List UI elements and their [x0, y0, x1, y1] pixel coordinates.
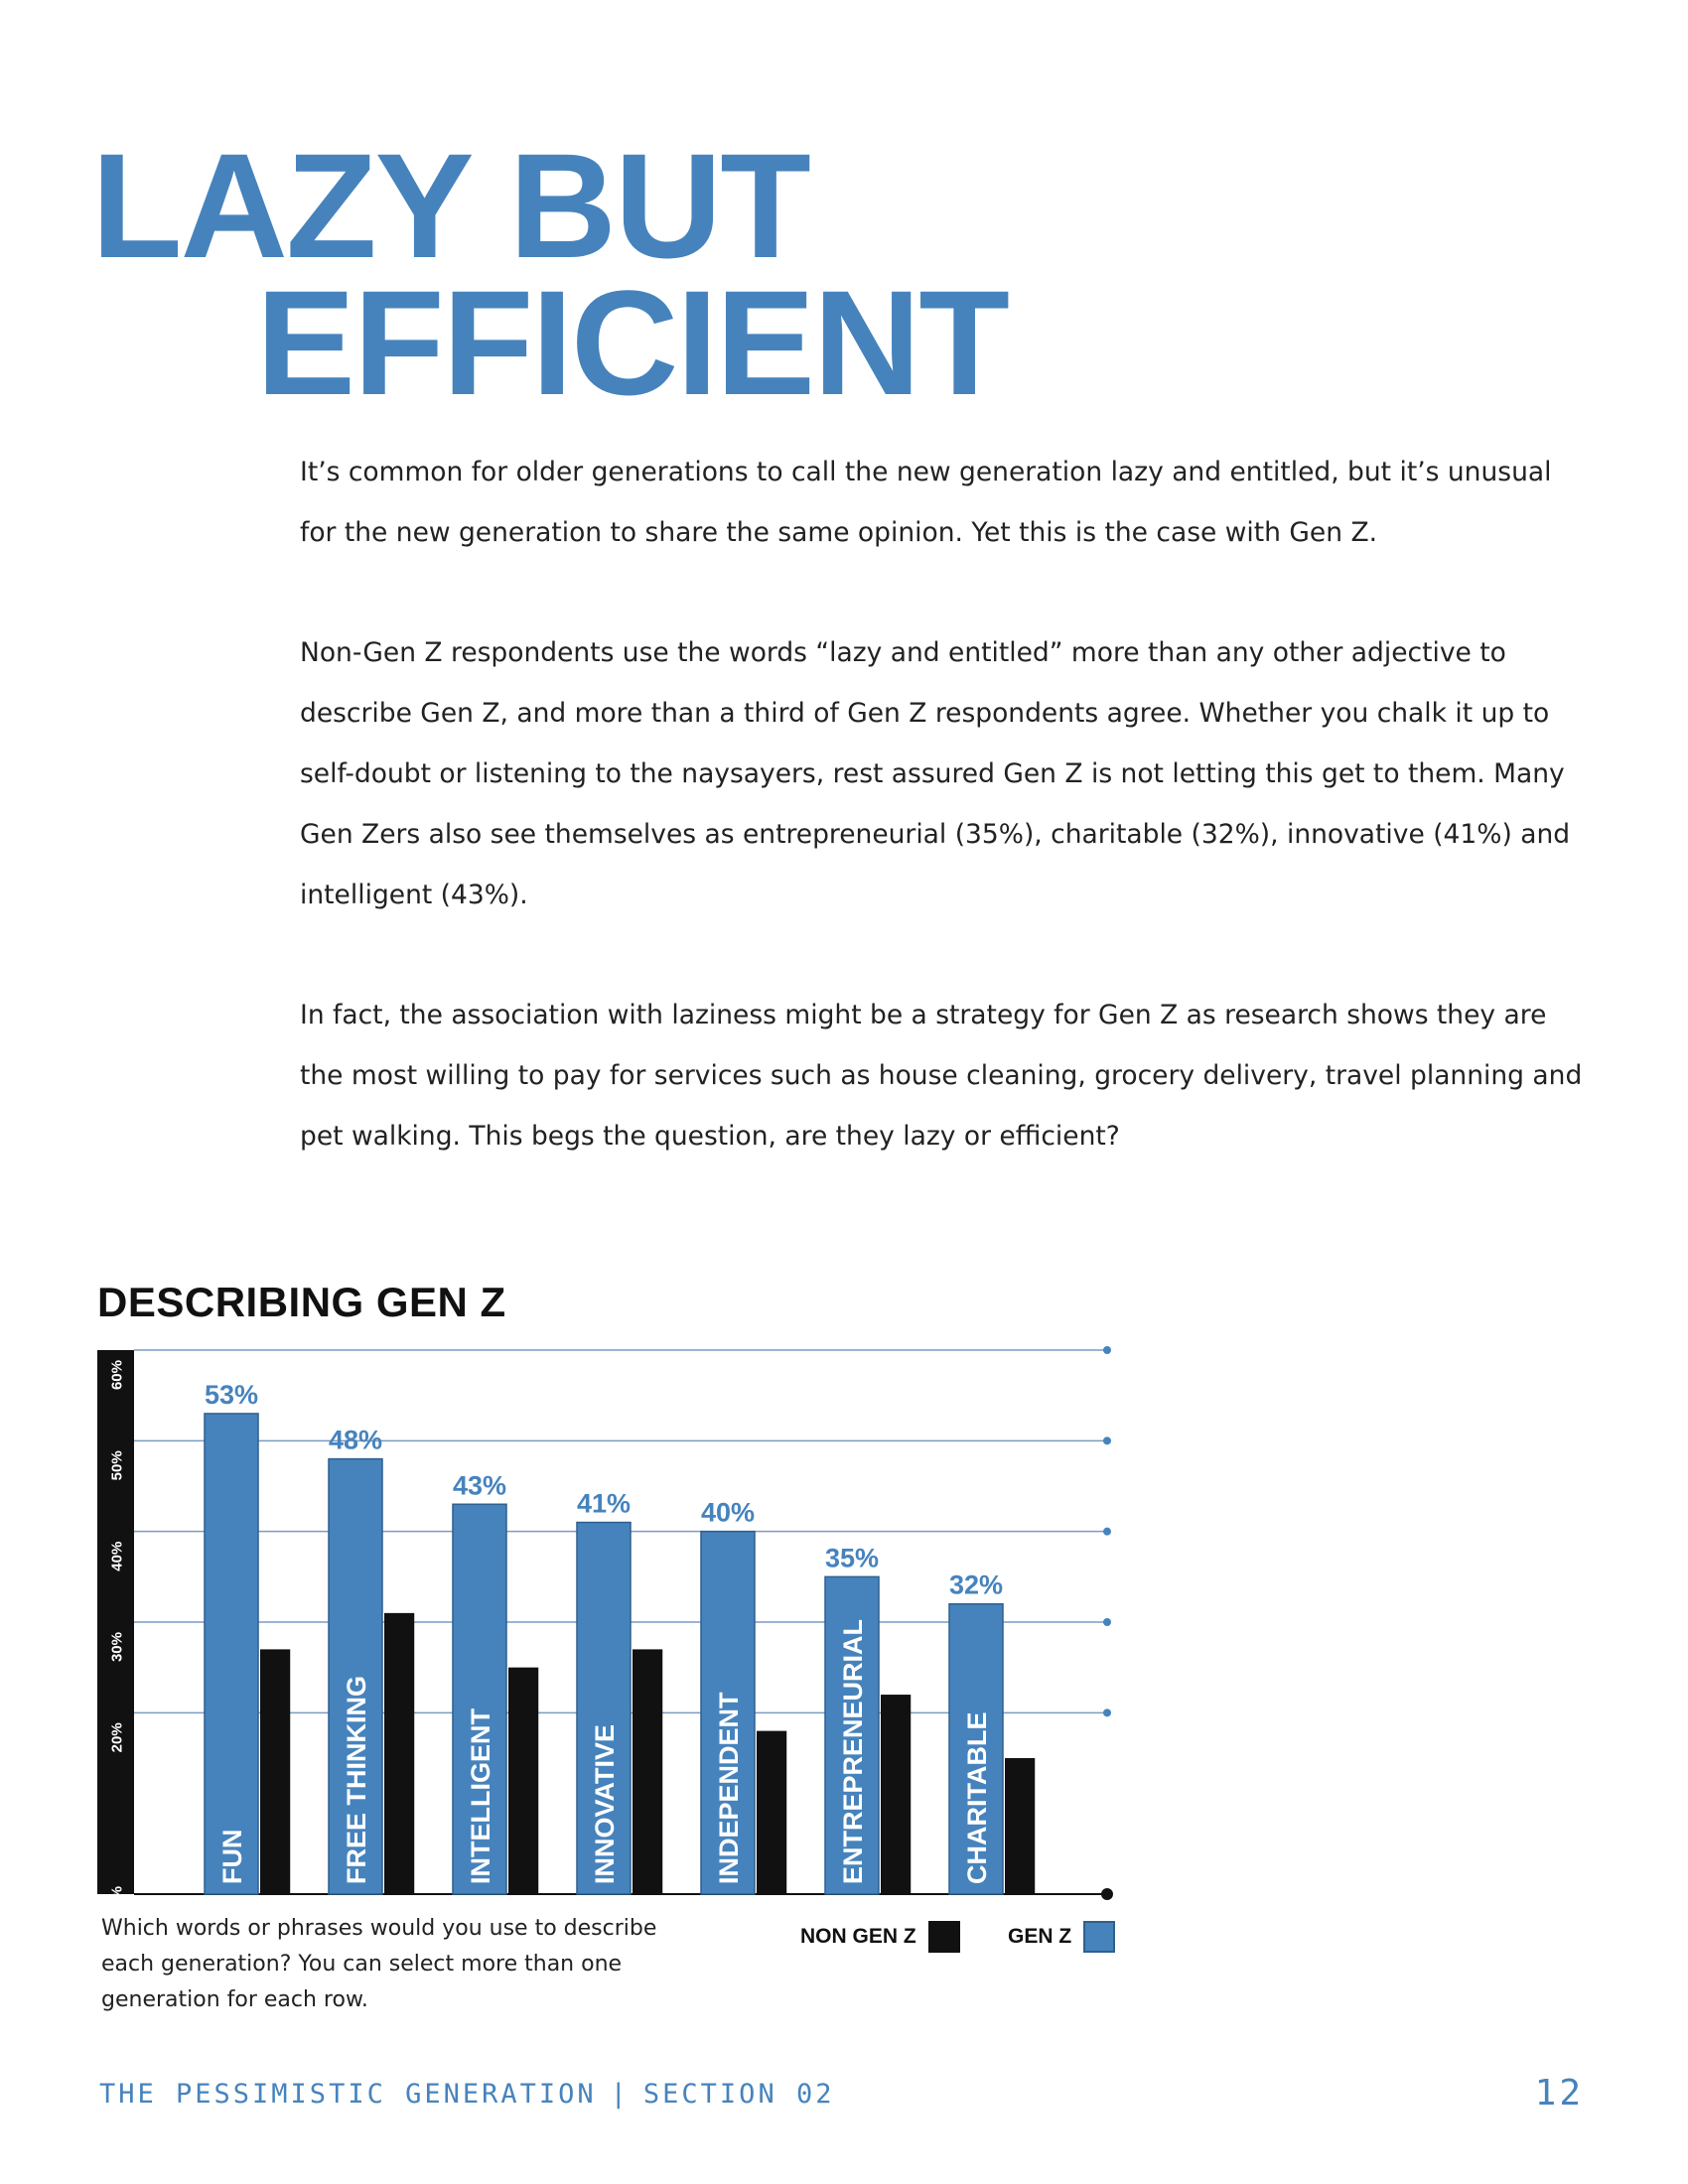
- gridline-end-dot: [1103, 1436, 1111, 1444]
- data-label-gen-z: 43%: [452, 1470, 507, 1501]
- y-tick-label: 20%: [108, 1722, 126, 1753]
- legend-label-non-gen-z: NON GEN Z: [800, 1925, 916, 1948]
- gridline-end-dot: [1103, 1708, 1111, 1716]
- data-label-gen-z: 53%: [204, 1379, 259, 1410]
- legend-item-non-gen-z: [800, 1919, 960, 1955]
- category-label: CHARITABLE: [962, 1711, 992, 1884]
- gridline-end-dot: [1103, 1528, 1111, 1536]
- bar-non-gen-z: [757, 1731, 786, 1894]
- bar-non-gen-z: [1005, 1758, 1035, 1894]
- legend-label-gen-z: GEN Z: [1008, 1925, 1072, 1948]
- chart-title: DESCRIBING GEN Z: [97, 1279, 506, 1325]
- y-tick-label: 0%: [108, 1886, 126, 1908]
- footer-section: SECTION 02: [642, 2079, 835, 2110]
- footer-report-title: [99, 2079, 834, 2110]
- gridline-end-dot: [1103, 1346, 1111, 1354]
- bar-gen-z: [205, 1414, 258, 1894]
- bar-non-gen-z: [384, 1613, 414, 1894]
- paragraph-efficiency: In fact, the association with laziness might be a strategy for Gen Z as research shows they are the most willing to pay for services such as house cleaning, grocery delivery, travel planning and pet walking. This begs the question, are they lazy or efficient?: [300, 1000, 1583, 1152]
- category-label: INNOVATIVE: [590, 1723, 620, 1884]
- category-label: FREE THINKING: [342, 1675, 371, 1884]
- gridline-end-dot: [1103, 1618, 1111, 1626]
- footer-separator: |: [610, 2079, 630, 2110]
- chart-caption: Which words or phrases would you use to describe each generation? You can select more than one generation for each row.: [101, 1916, 657, 2012]
- paragraph-intro: It’s common for older generations to call the new generation lazy and entitled, but it’s unusual for the new generation to share the same opinion. Yet this is the case with Gen Z.: [300, 457, 1552, 548]
- bar-non-gen-z: [881, 1695, 911, 1894]
- bar-non-gen-z: [508, 1668, 538, 1894]
- footer-report-name: THE PESSIMISTIC GENERATION: [99, 2079, 597, 2110]
- page-title-line-1: LAZY BUT: [91, 122, 809, 289]
- data-label-gen-z: 40%: [700, 1497, 756, 1528]
- y-tick-label: 60%: [108, 1360, 126, 1391]
- y-tick-label: 30%: [108, 1632, 126, 1663]
- legend-swatch-non-gen-z: [928, 1921, 960, 1953]
- legend-swatch-gen-z: [1083, 1921, 1115, 1953]
- category-label: INDEPENDENT: [714, 1692, 744, 1884]
- page-title-line-2: EFFICIENT: [256, 259, 1008, 426]
- y-tick-label: 40%: [108, 1541, 126, 1571]
- category-label: ENTREPRENEURIAL: [838, 1618, 868, 1884]
- data-label-gen-z: 41%: [576, 1488, 632, 1519]
- paragraph-lazy-entitled: Non-Gen Z respondents use the words “lazy and entitled” more than any other adjective to describe Gen Z, and more than a third of Gen Z respondents agree. Whether you chalk it up to self-doubt or listening to the naysayers, rest assured Gen Z is not letting this get to them. Many Gen Zers also see themselves as entrepreneurial (35%), charitable (32%), innovative (41%) and intelligent (43%).: [300, 637, 1571, 910]
- data-label-gen-z: 48%: [328, 1425, 383, 1455]
- category-label: FUN: [217, 1829, 247, 1884]
- page-number: 12: [1534, 2073, 1584, 2114]
- category-label: INTELLIGENT: [466, 1708, 495, 1884]
- legend-item-gen-z: [1008, 1919, 1115, 1955]
- y-axis-strip: [97, 1350, 134, 1894]
- y-tick-label: 50%: [108, 1450, 126, 1481]
- bar-non-gen-z: [633, 1649, 662, 1894]
- data-label-gen-z: 35%: [824, 1543, 880, 1573]
- x-axis-end-dot: [1101, 1888, 1113, 1900]
- bar-non-gen-z: [260, 1649, 290, 1894]
- data-label-gen-z: 32%: [948, 1570, 1004, 1600]
